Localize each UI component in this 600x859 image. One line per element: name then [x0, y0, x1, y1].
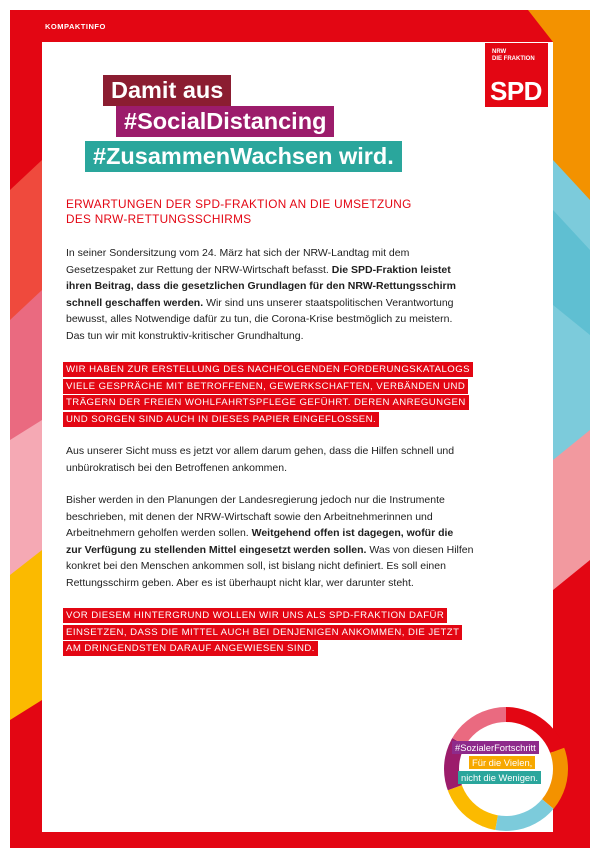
details-paragraph — [66, 492, 473, 591]
statement-text: unbürokratisch bei den Betroffenen ankommen. — [66, 461, 288, 474]
details-text: beschrieben, mit denen der NRW-Wirtschaft sowie den Arbeitnehmerinnen und — [66, 510, 433, 523]
intro-bold-text: schnell geschaffen werden. — [66, 296, 204, 309]
badge-slogan-line-1: Für die Vielen, — [469, 756, 535, 769]
intro-text: In seiner Sondersitzung vom 24. März hat sich der NRW-Landtag mit dem — [66, 247, 410, 259]
details-line — [66, 492, 473, 509]
intro-line — [66, 278, 456, 295]
callout-text: VOR DIESEM HINTERGRUND WOLLEN WIR UNS ALS SPD-FRAKTION DAFÜR — [63, 608, 447, 623]
intro-bold-text: ihren Beitrag, dass die gesetzlichen Grundlagen für den NRW-Rettungsschirm — [66, 280, 456, 292]
details-text: Rettungsschirm geben. Aber es ist überhaupt nicht klar, wer darunter steht. — [66, 576, 414, 589]
campaign-badge-circle — [440, 703, 572, 835]
callout-line — [63, 359, 473, 376]
headline-line-3: #ZusammenWachsen wird. — [85, 141, 402, 172]
frame-segment-yellow-left — [10, 550, 42, 720]
callout-text: TRÄGERN DER FREIEN WOHLFAHRTSPFLEGE GEFÜHRT. DEREN ANREGUNGEN — [63, 395, 469, 410]
intro-line — [66, 262, 456, 279]
intro-line — [66, 245, 456, 262]
details-line — [66, 509, 473, 526]
badge-slogan-line-2: nicht die Wenigen. — [458, 771, 541, 784]
callout-text: EINSETZEN, DASS DIE MITTEL AUCH BEI DENJENIGEN ANKOMMEN, DIE JETZT — [63, 625, 462, 640]
details-text: Was von diesen Hilfen — [369, 543, 474, 556]
spd-logo — [485, 43, 548, 107]
kompaktinfo-label: KOMPAKTINFO — [45, 22, 106, 31]
intro-text: bewusst, alles Notwendige dafür zu tun, die Corona-Krise bestmöglich zu meistern. — [66, 313, 453, 325]
details-line — [66, 525, 473, 542]
intro-bold-text: Die SPD-Fraktion leistet — [331, 263, 451, 276]
badge-hashtag: #SozialerFortschritt — [452, 741, 539, 754]
logo-brand-spd: SPD — [490, 76, 542, 106]
callout-text: UND SORGEN SIND AUCH IN DIESES PAPIER EINGEFLOSSEN. — [63, 412, 379, 427]
callout-text: VIELE GESPRÄCHE MIT BETROFFENEN, GEWERKSCHAFTEN, VERBÄNDEN UND — [63, 379, 468, 394]
details-bold-text: Weitgehend offen ist dagegen, wofür die — [251, 527, 454, 539]
details-text: Bisher werden in den Planungen der Landesregierung jedoch nur die Instrumente — [66, 494, 445, 506]
details-line — [66, 542, 473, 559]
callout-line — [63, 376, 473, 393]
badge-center — [459, 722, 553, 816]
intro-text: Das tun wir mit konstruktiv-kritischer Grundhaltung. — [66, 329, 304, 342]
callout-text: AM DRINGENDSTEN DARAUF ANGEWIESEN SIND. — [63, 641, 318, 656]
callout-line — [63, 605, 462, 622]
callout-consultations — [63, 359, 473, 425]
details-text: konkret bei den Menschen ankommen soll, ist bislang nicht definiert. Es soll einen — [66, 560, 446, 572]
details-line — [66, 558, 473, 575]
headline-line-2: #SocialDistancing — [116, 106, 334, 137]
logo-line-fraktion: DIE FRAKTION — [492, 56, 535, 62]
callout-line — [63, 638, 462, 655]
callout-text: WIR HABEN ZUR ERSTELLUNG DES NACHFOLGENDEN FORDERUNGSKATALOGS — [63, 362, 473, 377]
statement-line — [66, 443, 454, 460]
statement-paragraph — [66, 443, 454, 476]
intro-text: Gesetzespaket zur Rettung der NRW-Wirtschaft befasst. — [66, 263, 329, 276]
intro-line — [66, 328, 456, 345]
details-line — [66, 575, 473, 592]
statement-text: Aus unserer Sicht muss es jetzt vor allem darum gehen, dass die Hilfen schnell und — [66, 445, 455, 457]
intro-line — [66, 295, 456, 312]
intro-paragraph — [66, 245, 456, 344]
headline-line-1: Damit aus — [103, 75, 231, 106]
callout-line — [63, 622, 462, 639]
details-text: Arbeitnehmern geholfen werden sollen. — [66, 527, 249, 539]
section-title-line-2: DES NRW-RETTUNGSSCHIRMS — [66, 212, 252, 226]
intro-text: Wir sind uns unserer staatspolitischen Verantwortung — [206, 296, 454, 309]
details-bold-text: zur Verfügung zu stellenden Mittel eingesetzt werden sollen. — [66, 543, 367, 556]
intro-line — [66, 311, 456, 328]
section-title-line-1: ERWARTUNGEN DER SPD-FRAKTION AN DIE UMSETZUNG — [66, 197, 412, 211]
callout-commitment — [63, 605, 462, 655]
callout-line — [63, 409, 473, 426]
statement-line — [66, 460, 454, 477]
callout-line — [63, 392, 473, 409]
logo-line-nrw: NRW — [492, 49, 507, 55]
section-title — [66, 197, 412, 227]
